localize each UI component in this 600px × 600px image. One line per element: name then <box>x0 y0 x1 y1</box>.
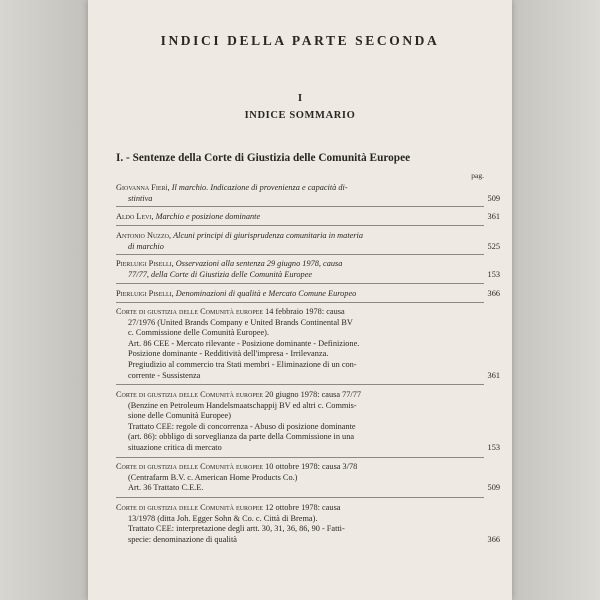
page-column-label: pag. <box>471 171 484 180</box>
book-gutter-right <box>512 0 600 600</box>
entry-author: Pierluigi Piselli, <box>116 259 174 268</box>
entry-summary-line: corrente - Sussistenza <box>128 370 201 380</box>
entry-divider <box>116 384 484 385</box>
index-entry <box>116 462 500 494</box>
index-entry <box>116 503 500 545</box>
entry-page-number: 366 <box>487 534 500 544</box>
entry-page-number: 525 <box>487 241 500 251</box>
entry-case-line: c. Commissione delle Comunità Europee). <box>128 328 270 338</box>
entry-case-line: 27/1976 (United Brands Company e United Brands Continental BV <box>128 317 353 327</box>
entry-court: Corte di giustizia delle Comunità europee <box>116 307 264 316</box>
entry-summary-line: Art. 36 Trattato C.E.E. <box>128 483 204 493</box>
entry-page-number: 153 <box>487 269 500 279</box>
entry-page-number: 366 <box>487 289 500 298</box>
entry-divider <box>116 254 484 255</box>
section-heading: I. - Sentenze della Corte di Giustizia delle Comunità Europee <box>116 152 411 164</box>
entry-title-line: Marchio e posizione dominante <box>155 212 261 221</box>
entry-summary-line: (art. 86): obbligo di sorveglianza da parte della Commissione in una <box>128 432 355 442</box>
entry-case-line: sione delle Comunità Europee) <box>128 411 231 421</box>
entry-title-line: di marchio <box>128 241 164 251</box>
entry-author: Giovanna Fierì, <box>116 183 170 192</box>
entry-summary-line: Pregiudizio al commercio tra Stati membri - Eliminazione di un con- <box>128 359 357 369</box>
entry-author: Aldo Levi, <box>116 212 154 221</box>
entry-court: Corte di giustizia delle Comunità europee <box>116 503 264 512</box>
index-entry <box>116 183 500 204</box>
index-entry <box>116 231 500 252</box>
entry-page-number: 509 <box>487 193 500 203</box>
index-subtitle: INDICE SOMMARIO <box>244 110 356 121</box>
entry-title-line: Alcuni principi di giurisprudenza comunitaria in materia <box>173 231 363 240</box>
entry-title-line: stintiva <box>128 193 153 203</box>
entry-date: 10 ottobre 1978: causa 3/78 <box>265 462 358 471</box>
book-gutter-left <box>0 0 88 600</box>
entry-summary-line: situazione critica di mercato <box>128 442 222 452</box>
section-number: I <box>297 92 303 104</box>
entry-divider <box>116 457 484 458</box>
entry-court: Corte di giustizia delle Comunità europee <box>116 462 264 471</box>
entry-page-number: 153 <box>487 443 500 452</box>
entry-author: Antonio Nuzzo, <box>116 231 172 240</box>
entry-divider <box>116 206 484 207</box>
index-entry <box>116 212 500 223</box>
entry-court: Corte di giustizia delle Comunità europee <box>116 390 264 399</box>
entry-divider <box>116 497 484 498</box>
entry-summary-line: Art. 86 CEE - Mercato rilevante - Posizione dominante - Definizione. <box>128 338 360 348</box>
entry-divider <box>116 302 484 303</box>
index-entry <box>116 390 500 454</box>
entry-title-line: Il marchio. Indicazione di provenienza e capacità di- <box>171 183 348 192</box>
entry-page-number: 361 <box>487 212 500 221</box>
entry-summary-line: Trattato CEE: interpretazione degli artt. 30, 31, 36, 86, 90 - Fatti- <box>128 524 345 534</box>
entry-case-line: (Benzine en Petroleum Handelsmaatschappij BV ed altri c. Commis- <box>128 400 357 410</box>
entry-page-number: 509 <box>487 483 500 493</box>
entry-date: 14 febbraio 1978: causa <box>265 307 345 316</box>
index-entry <box>116 289 500 300</box>
index-entry <box>116 259 500 280</box>
entry-page-number: 361 <box>487 370 500 380</box>
book-page <box>88 0 512 600</box>
entry-case-line: (Centrafarm B.V. c. American Home Products Co.) <box>128 472 298 482</box>
entry-date: 12 ottobre 1978: causa <box>265 503 341 512</box>
entry-author: Pierluigi Piselli, <box>116 289 174 298</box>
entry-title-line: Osservazioni alla sentenza 29 giugno 1978, causa <box>175 259 343 268</box>
entry-title-line: 77/77, della Corte di Giustizia delle Comunità Europee <box>128 269 313 279</box>
entry-divider <box>116 225 484 226</box>
entry-summary-line: specie: denominazione di qualità <box>128 534 237 544</box>
page-title: INDICI DELLA PARTE SECONDA <box>160 33 440 48</box>
entry-summary-line: Posizione dominante - Redditività dell'impresa - Irrilevanza. <box>128 349 329 359</box>
index-entry <box>116 307 500 381</box>
entry-summary-line: Trattato CEE: regole di concorrenza - Abuso di posizione dominante <box>128 421 356 431</box>
entry-title-line: Denominazioni di qualità e Mercato Comune Europeo <box>175 289 357 298</box>
entry-date: 20 giugno 1978: causa 77/77 <box>265 390 362 399</box>
entry-divider <box>116 283 484 284</box>
entry-case-line: 13/1978 (ditta Joh. Egger Sohn & Co. c. Città di Brema). <box>128 513 318 523</box>
